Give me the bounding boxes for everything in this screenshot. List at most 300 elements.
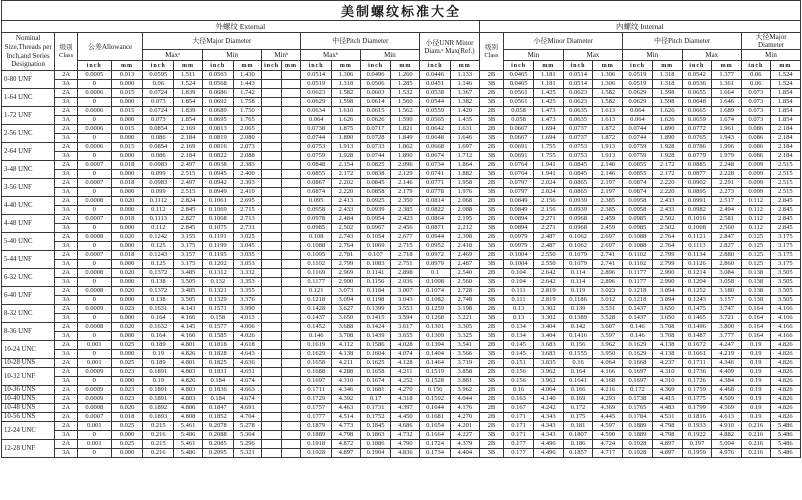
table-row	[2, 107, 801, 116]
value-cell: 2.540	[450, 269, 479, 278]
value-cell: 0.1891	[143, 395, 174, 404]
value-cell	[262, 341, 281, 350]
value-cell: 0.0983	[143, 179, 174, 188]
value-cell: 0.19	[741, 341, 770, 350]
value-cell: 3.835	[533, 359, 563, 368]
value-cell: 0.0629	[623, 98, 653, 107]
value-cell: 1.996	[712, 143, 742, 152]
value-cell: 3.505	[174, 278, 203, 287]
value-cell: 4.569	[712, 404, 742, 413]
value-cell: 0.0744	[623, 134, 653, 143]
value-cell: 0.13	[504, 305, 534, 314]
value-cell: 0	[77, 80, 111, 89]
class-cell: 2A	[55, 107, 78, 116]
class-cell: 2A	[55, 341, 78, 350]
value-cell: 3.221	[450, 314, 479, 323]
value-cell: 0.1816	[682, 413, 712, 422]
value-cell	[281, 170, 300, 179]
class-cell: 3B	[479, 377, 504, 386]
value-cell: 0.1757	[301, 404, 332, 413]
class-cell: 2A	[55, 305, 78, 314]
class-cell: 3B	[479, 260, 504, 269]
table-row	[2, 305, 801, 314]
size-label: 10-36 UNS	[2, 386, 55, 395]
class-cell: 2A	[55, 395, 78, 404]
value-cell: 0.1156	[360, 278, 391, 287]
value-cell: 2.697	[593, 242, 623, 251]
value-cell	[262, 134, 281, 143]
value-cell: 0.138	[741, 296, 770, 305]
value-cell: 0.099	[143, 188, 174, 197]
value-cell: 1.524	[770, 80, 800, 89]
value-cell: 1.849	[391, 134, 420, 143]
value-cell	[281, 233, 300, 242]
value-cell: 0	[77, 242, 111, 251]
value-cell: 0.216	[143, 449, 174, 458]
header-major-diameter-external: 大径Major Diameter	[143, 33, 301, 50]
value-cell: 0.0972	[420, 251, 451, 260]
value-cell: 0.158	[202, 314, 233, 323]
value-cell: 3.858	[450, 368, 479, 377]
value-cell: 0.215	[143, 440, 174, 449]
value-cell: 0.0561	[504, 98, 534, 107]
value-cell: 0.0465	[504, 80, 534, 89]
value-cell: 0.1069	[360, 242, 391, 251]
value-cell: 3.175	[174, 242, 203, 251]
table-row	[2, 125, 801, 134]
value-cell: 0.0797	[504, 179, 534, 188]
value-cell: 3.962	[593, 341, 623, 350]
value-cell	[262, 125, 281, 134]
value-cell: 0.1259	[420, 305, 451, 314]
value-cell: 0.1632	[143, 323, 174, 332]
value-cell	[262, 350, 281, 359]
header-ipitch-max: Max	[682, 50, 741, 61]
value-cell: 5.486	[770, 440, 800, 449]
value-cell: 2.896	[593, 269, 623, 278]
value-cell: 0.189	[143, 359, 174, 368]
value-cell: 0.0845	[563, 161, 593, 170]
unit-mm-header: mm	[770, 61, 800, 71]
value-cell: 4.343	[533, 422, 563, 431]
class-cell: 3B	[479, 98, 504, 107]
value-cell: 1.425	[533, 89, 563, 98]
value-cell: 0.000	[111, 98, 143, 107]
value-cell: 4.808	[174, 413, 203, 422]
value-cell	[262, 98, 281, 107]
size-label: 10-32 UNF	[2, 368, 55, 386]
value-cell: 2.088	[450, 206, 479, 215]
value-cell: 2.398	[450, 233, 479, 242]
value-cell: 1.626	[332, 116, 361, 125]
value-cell: 0.114	[563, 278, 593, 287]
value-cell: 0.1062	[563, 242, 593, 251]
value-cell: 4.211	[332, 359, 361, 368]
value-cell: 0.0894	[504, 224, 534, 233]
value-cell: 3.566	[450, 350, 479, 359]
value-cell: 0.1828	[202, 350, 233, 359]
value-cell: 1.913	[593, 152, 623, 161]
value-cell: 0.0854	[143, 143, 174, 152]
value-cell: 0.1697	[623, 368, 653, 377]
value-cell: 0.0724	[143, 89, 174, 98]
value-cell: 0.164	[563, 368, 593, 377]
value-cell: 3.084	[712, 269, 742, 278]
value-cell: 1.430	[233, 71, 262, 80]
value-cell: 0.001	[77, 359, 111, 368]
value-cell: 0.0968	[563, 224, 593, 233]
value-cell: 0.1177	[301, 278, 332, 287]
external-section-label: 外螺纹 External	[2, 21, 480, 33]
unit-inch-header: inch	[360, 61, 391, 71]
value-cell: 2.990	[652, 269, 682, 278]
value-cell: 0.0695	[202, 116, 233, 125]
value-cell: 0.073	[143, 98, 174, 107]
value-cell: 0.0568	[202, 80, 233, 89]
value-cell	[281, 260, 300, 269]
value-cell: 4.872	[332, 440, 361, 449]
value-cell	[262, 314, 281, 323]
value-cell: 0.0985	[623, 224, 653, 233]
header-major-min: Min	[202, 50, 261, 61]
table-row	[2, 152, 801, 161]
value-cell: 2.764	[652, 242, 682, 251]
class-cell: 2A	[55, 251, 78, 260]
value-cell: 4.897	[652, 440, 682, 449]
value-cell: 0.184	[202, 395, 233, 404]
value-cell: 0.1389	[563, 314, 593, 323]
header-minor-diameter-internal: 小径Minor Diameter	[504, 33, 623, 50]
value-cell: 0.1644	[420, 404, 451, 413]
value-cell: 5.486	[770, 431, 800, 440]
value-cell: 4.384	[712, 377, 742, 386]
value-cell: 5.486	[174, 431, 203, 440]
table-row	[2, 341, 801, 350]
value-cell: 0.1301	[420, 323, 451, 332]
table-row	[2, 395, 801, 404]
value-cell: 0.19	[741, 350, 770, 359]
value-cell: 0.177	[504, 440, 534, 449]
value-cell	[281, 224, 300, 233]
value-cell: 4.803	[174, 395, 203, 404]
value-cell: 4.826	[174, 377, 203, 386]
value-cell: 4.798	[652, 422, 682, 431]
value-cell: 0.0848	[301, 161, 332, 170]
value-cell: 4.483	[652, 404, 682, 413]
value-cell: 0.1959	[682, 449, 712, 458]
value-cell: 2.385	[593, 206, 623, 215]
value-cell	[262, 179, 281, 188]
value-cell	[262, 161, 281, 170]
value-cell: 0.0514	[563, 80, 593, 89]
value-cell: 0.1008	[420, 278, 451, 287]
class-cell: 3A	[55, 116, 78, 125]
value-cell: 3.553	[391, 305, 420, 314]
value-cell: 0.0797	[504, 188, 534, 197]
value-cell: 0.108	[301, 233, 332, 242]
value-cell: 0.1218	[623, 296, 653, 305]
value-cell: 0	[77, 377, 111, 386]
value-cell: 0.0519	[623, 71, 653, 80]
value-cell: 0.1083	[360, 260, 391, 269]
value-cell: 0.020	[111, 233, 143, 242]
value-cell: 0.164	[741, 305, 770, 314]
value-cell: 0	[77, 350, 111, 359]
value-cell: 0.1102	[623, 251, 653, 260]
value-cell: 0.125	[741, 242, 770, 251]
class-cell: 3B	[479, 170, 504, 179]
value-cell: 3.175	[770, 233, 800, 242]
value-cell: 2.195	[450, 215, 479, 224]
value-cell: 0.164	[741, 314, 770, 323]
value-cell: 0.0958	[301, 206, 332, 215]
value-cell: 0.0764	[504, 170, 534, 179]
value-cell: 0.146	[301, 332, 332, 341]
unit-inch-header: inch	[741, 61, 770, 71]
value-cell: 1.765	[233, 116, 262, 125]
value-cell: 4.463	[332, 404, 361, 413]
value-cell: 4.379	[450, 440, 479, 449]
value-cell: 0.107	[360, 251, 391, 260]
value-cell: 2.220	[652, 188, 682, 197]
value-cell	[262, 449, 281, 458]
value-cell: 2.560	[450, 278, 479, 287]
value-cell	[281, 278, 300, 287]
value-cell: 2.197	[593, 179, 623, 188]
value-cell	[281, 368, 300, 377]
value-cell: 5.321	[233, 449, 262, 458]
value-cell: 0.099	[741, 179, 770, 188]
value-cell: 0.099	[741, 188, 770, 197]
value-cell: 3.597	[593, 332, 623, 341]
value-cell: 0.1892	[143, 404, 174, 413]
value-cell: 0.0945	[202, 170, 233, 179]
value-cell: 0.1836	[202, 386, 233, 395]
value-cell: 4.270	[391, 386, 420, 395]
table-row	[2, 287, 801, 296]
class-cell: 2B	[479, 395, 504, 404]
value-cell	[262, 431, 281, 440]
value-cell: 0.0007	[77, 179, 111, 188]
table-row	[2, 440, 801, 449]
value-cell: 3.650	[332, 314, 361, 323]
value-cell: 4.663	[233, 386, 262, 395]
header-pitch-max: Maxᵇ	[301, 50, 360, 61]
value-cell: 0.0944	[420, 233, 451, 242]
value-cell: 4.798	[332, 431, 361, 440]
value-cell: 0.216	[143, 431, 174, 440]
class-cell: 3A	[55, 80, 78, 89]
value-cell: 4.732	[391, 431, 420, 440]
value-cell: 0.19	[143, 377, 174, 386]
value-cell: 0.0655	[682, 89, 712, 98]
value-cell: 0.0514	[563, 71, 593, 80]
value-cell: 0.086	[143, 134, 174, 143]
value-cell	[262, 404, 281, 413]
value-cell: 2.502	[652, 215, 682, 224]
value-cell: 2.068	[450, 197, 479, 206]
value-cell: 0.0565	[420, 116, 451, 125]
table-row	[2, 89, 801, 98]
value-cell: 0.1465	[682, 314, 712, 323]
class-cell: 2A	[55, 368, 78, 377]
value-cell: 3.683	[533, 341, 563, 350]
value-cell: 3.045	[233, 242, 262, 251]
value-cell: 2.220	[332, 188, 361, 197]
value-cell: 3.721	[712, 314, 742, 323]
value-cell: 0.0659	[682, 116, 712, 125]
value-cell: 0.1777	[301, 413, 332, 422]
unit-inch-header: inch	[262, 61, 281, 71]
value-cell: 4.166	[770, 314, 800, 323]
value-cell: 0.1765	[623, 404, 653, 413]
value-cell: 0.0865	[563, 188, 593, 197]
value-cell: 1.562	[391, 107, 420, 116]
value-cell: 0.0009	[77, 368, 111, 377]
value-cell: 0.0009	[77, 395, 111, 404]
value-cell: 4.674	[233, 377, 262, 386]
value-cell: 0.1102	[301, 260, 332, 269]
value-cell: 0.19	[741, 386, 770, 395]
value-cell: 0.073	[143, 116, 174, 125]
value-cell	[281, 152, 300, 161]
value-cell: 0.0689	[202, 107, 233, 116]
unit-mm-header: mm	[652, 61, 682, 71]
value-cell: 2.990	[652, 278, 682, 287]
value-cell: 0.0759	[623, 152, 653, 161]
value-cell: 0.0771	[420, 179, 451, 188]
value-cell: 3.332	[233, 269, 262, 278]
value-cell: 0.0667	[504, 125, 534, 134]
class-cell: 3B	[479, 134, 504, 143]
unit-mm-header: mm	[450, 61, 479, 71]
value-cell: 2.418	[450, 242, 479, 251]
value-cell: 0.0544	[420, 98, 451, 107]
value-cell: 0.000	[111, 296, 143, 305]
value-cell: 0.125	[741, 233, 770, 242]
table-row	[2, 269, 801, 278]
value-cell: 1.742	[233, 89, 262, 98]
value-cell: 0.0686	[202, 89, 233, 98]
value-cell: 3.655	[391, 332, 420, 341]
size-label: 1-64 UNC	[2, 89, 55, 107]
value-cell: 3.043	[391, 296, 420, 305]
value-cell: 2.515	[770, 161, 800, 170]
value-cell: 5.004	[712, 440, 742, 449]
value-cell: 0.0902	[682, 179, 712, 188]
value-cell: 2.146	[391, 179, 420, 188]
class-cell: 3B	[479, 224, 504, 233]
class-cell: 2B	[479, 161, 504, 170]
header-major-max: Maxᵃ	[143, 50, 202, 61]
value-cell: 2.154	[332, 161, 361, 170]
value-cell: 0.0825	[360, 161, 391, 170]
value-cell: 4.826	[770, 359, 800, 368]
class-cell: 2B	[479, 143, 504, 152]
value-cell: 3.800	[712, 323, 742, 332]
header-group-row	[2, 33, 801, 50]
class-cell: 3B	[479, 278, 504, 287]
value-cell: 2.433	[652, 197, 682, 206]
value-cell: 2.497	[174, 179, 203, 188]
value-cell: 0.0822	[202, 152, 233, 161]
value-cell: 0.0949	[202, 188, 233, 197]
value-cell: 0.169	[563, 395, 593, 404]
value-cell: 0.1731	[360, 404, 391, 413]
value-cell: 3.777	[712, 332, 742, 341]
value-cell: 0.0822	[420, 206, 451, 215]
value-cell: 0.1437	[623, 314, 653, 323]
value-cell: 2.502	[332, 224, 361, 233]
value-cell: 1.306	[593, 71, 623, 80]
class-cell: 2B	[479, 233, 504, 242]
value-cell: 0.000	[111, 242, 143, 251]
value-cell	[281, 89, 300, 98]
value-cell: 0.1204	[682, 278, 712, 287]
value-cell: 1.631	[450, 125, 479, 134]
class-cell: 2B	[479, 251, 504, 260]
value-cell	[281, 449, 300, 458]
value-cell: 1.626	[652, 107, 682, 116]
value-cell: 0.1079	[563, 260, 593, 269]
value-cell: 0.0939	[563, 197, 593, 206]
value-cell	[262, 143, 281, 152]
value-cell: 4.140	[533, 395, 563, 404]
value-cell	[262, 116, 281, 125]
value-cell: 0.0629	[301, 98, 332, 107]
value-cell: 0.0979	[504, 233, 534, 242]
value-cell	[262, 215, 281, 224]
value-cell: 0.125	[143, 242, 174, 251]
value-cell	[262, 377, 281, 386]
value-cell: 0.1	[420, 269, 451, 278]
header-nominal-size: Nominal Size,Threads per Inch,and Series Designation	[2, 33, 55, 71]
value-cell	[262, 152, 281, 161]
value-cell: 0.1711	[301, 386, 332, 395]
unit-inch-header: inch	[202, 61, 233, 71]
value-cell: 0.015	[111, 107, 143, 116]
value-cell: 0.1654	[420, 422, 451, 431]
value-cell: 0.216	[741, 440, 770, 449]
value-cell: 4.006	[233, 323, 262, 332]
value-cell	[281, 359, 300, 368]
class-cell: 2A	[55, 143, 78, 152]
value-cell: 0.1577	[202, 323, 233, 332]
value-cell: 4.392	[332, 395, 361, 404]
value-cell: 4.801	[174, 359, 203, 368]
value-cell: 0.0007	[77, 251, 111, 260]
value-cell: 0	[77, 188, 111, 197]
value-cell: 0.1126	[682, 260, 712, 269]
table-row	[2, 179, 801, 188]
value-cell: 0.1845	[360, 422, 391, 431]
class-cell: 2B	[479, 107, 504, 116]
table-row	[2, 323, 801, 332]
value-cell: 0.1113	[143, 215, 174, 224]
value-cell: 0.1061	[202, 197, 233, 206]
value-cell: 4.237	[652, 359, 682, 368]
value-cell: 0.0007	[77, 161, 111, 170]
value-cell: 0.1134	[682, 251, 712, 260]
value-cell: 5.278	[233, 422, 262, 431]
value-cell: 2.385	[593, 197, 623, 206]
value-cell: 0.1004	[504, 260, 534, 269]
value-cell: 0.19	[741, 359, 770, 368]
value-cell: 0.1177	[623, 278, 653, 287]
table-row	[2, 80, 801, 89]
value-cell: 0.0595	[143, 71, 174, 80]
header-class-internal: 级别 Class	[479, 33, 504, 71]
